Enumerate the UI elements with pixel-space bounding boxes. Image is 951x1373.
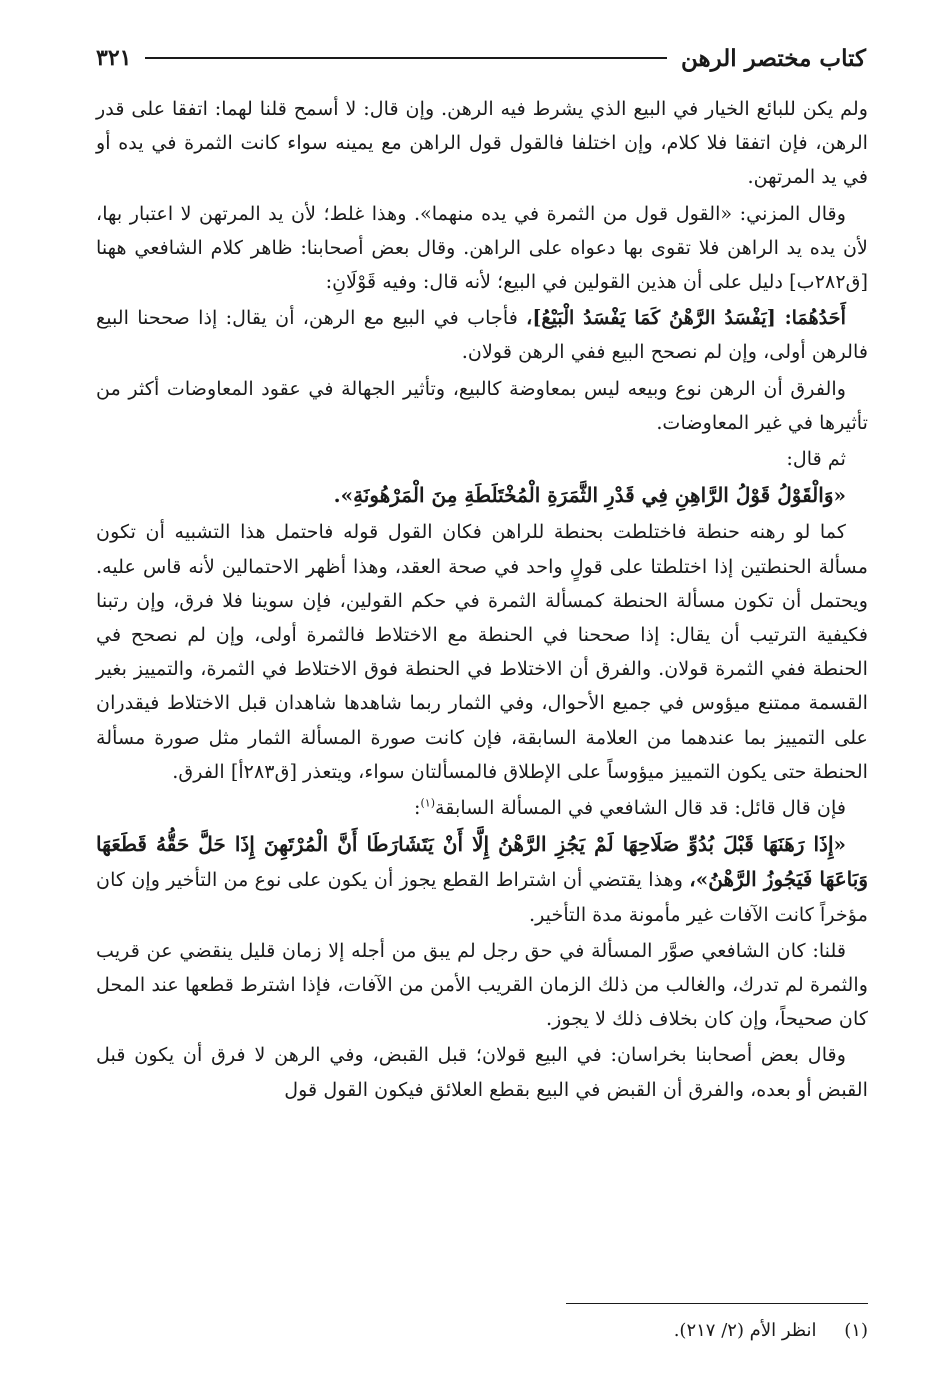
paragraph-text: والفرق أن الرهن نوع وبيعه ليس بمعاوضة كالبيع، وتأثير الجهالة في عقود المعاوضات أكثر من تأثيرها في غير المعاوضات.	[96, 376, 868, 434]
footnote-marker[interactable]: (١)	[420, 796, 435, 810]
paragraph-text: وقال بعض أصحابنا بخراسان: في البيع قولان؛ قبل القبض، وفي الرهن لا فرق أن يكون قبل القبض أو بعده، والفرق أن القبض في البيع بقطع العلائق فيكون القول قول	[96, 1043, 868, 1101]
paragraph	[96, 791, 868, 825]
paragraph	[96, 372, 868, 440]
paragraph-text: كما لو رهنه حنطة فاختلطت بحنطة للراهن فكان القول قوله فاحتمل هذا التشبيه أن تكون مسألة الحنطتين إذا اختلطتا على قولٍ واحد في صحة العقد، وهذا أظهر الاحتمالين لأنه قاس عليه. ويحتمل أن تكون مسألة الحنطة كمسألة الثمرة في حكم القولين، فإن سوينا فلا فرق، وإن رتبنا فكيفية الترتيب أن يقال: إذا صححنا في الحنطة مع الاختلاط فالثمرة أولى، وإن لم نصحح في الحنطة ففي الثمرة قولان. والفرق أن الاختلاط في الحنطة فوق الاختلاط في الثمرة، والتمييز بغير القسمة ممتنع ميؤوس في جميع الأحوال، وفي الثمار ربما شاهدها شاهدان قبل الاختلاط فيقدران على التمييز بما عندهما من العلامة السابقة، فإن كانت صورة المسألة الثمار مثل صورة مسألة الحنطة حتى يكون التمييز ميؤوساً على الإطلاق فالمسألتان سواء، ويتعذر [ق٢٨٣أ] الفرق.	[96, 520, 868, 783]
paragraph	[96, 515, 868, 789]
first-opinion-heading: أَحَدُهُمَا: [يَفْسَدُ الرَّهْنُ كَمَا يَفْسَدُ الْبَيْعُ]،	[526, 306, 846, 330]
paragraph	[96, 1038, 868, 1106]
page-header	[96, 38, 866, 78]
paragraph-text: ولم يكن للبائع الخيار في البيع الذي يشرط فيه الرهن. وإن قال: لا أسمح قلنا لهما: اتفقا على قدر الرهن، فإن اتفقا فلا كلام، وإن اختلفا فالقول قول الراهن مع يمينه سواء كانت الثمرة في يده أو في يد المرتهن.	[96, 97, 868, 189]
page-body	[96, 92, 868, 1109]
book-title: كتاب مختصر الرهن	[680, 44, 866, 72]
paragraph-text: فإن قال قائل: قد قال الشافعي في المسألة السابقة	[435, 796, 846, 820]
footnote-separator	[566, 1303, 868, 1304]
footnote-text: انظر الأم (٢/ ٢١٧).	[673, 1320, 817, 1341]
shafii-quote: «إِذَا رَهَنَهَا قَبْلَ بُدُوِّ صَلَاحِهَا لَمْ يَجُزِ الرَّهْنُ إِلَّا أَنْ يَتَشَارَطَا أَنَّ الْمُرْتَهِنَ إِذَا حَلَّ حَقُّهُ قَطَعَهَا وَبَاعَهَا فَيَجُوزُ الرَّهْنُ»،	[96, 832, 868, 892]
header-rule	[145, 57, 667, 59]
paragraph	[96, 301, 868, 369]
paragraph-text: ثم قال:	[786, 447, 846, 471]
paragraph	[96, 827, 868, 932]
footnote	[96, 1316, 868, 1346]
paragraph-text: وهذا يقتضي أن اشتراط القطع يجوز أن يكون على نوع من التأخير وإن كان مؤخراً كانت الآفات غير مأمونة مدة التأخير.	[96, 868, 868, 926]
footnote-number: (١)	[844, 1320, 868, 1341]
paragraph-text: فأجاب في البيع مع الرهن، أن يقال: إذا صححنا البيع فالرهن أولى، وإن لم نصحح البيع ففي الرهن قولان.	[96, 306, 868, 364]
paragraph-tail: :	[414, 796, 421, 820]
paragraph-text: وقال المزني: «القول قول من الثمرة في يده منهما». وهذا غلط؛ لأن يد المرتهن لا اعتبار بها، لأن يده يد الراهن فلا تقوى بها دعواه على الراهن. وقال بعض أصحابنا: ظاهر كلام الشافعي ههنا [ق٢٨٢ب] دليل على أن هذين القولين في البيع؛ لأنه قال: وفيه قَوْلَانِ:	[96, 201, 868, 294]
paragraph-text: قلنا: كان الشافعي صوَّر المسألة في حق رجل لم يبق من أجله إلا زمان قليل ينقضي عن قريب والثمرة لم تدرك، والغالب من ذلك الزمان القريب الأمن من الآفات، فإذا اشترط قطعها عند المحل كان صحيحاً، وإن كان بخلاف ذلك لا يجوز.	[96, 938, 868, 1031]
paragraph	[96, 934, 868, 1037]
shafii-quote: «وَالْقَوْلُ قَوْلُ الرَّاهِنِ فِي قَدْرِ الثَّمَرَةِ الْمُخْتَلَطَةِ مِنَ الْمَرْهُونَةِ».	[333, 483, 846, 508]
paragraph	[96, 442, 868, 476]
page-number: ٣٢١	[96, 45, 132, 71]
paragraph	[96, 92, 868, 195]
paragraph	[96, 197, 868, 300]
quoted-text	[96, 478, 868, 513]
